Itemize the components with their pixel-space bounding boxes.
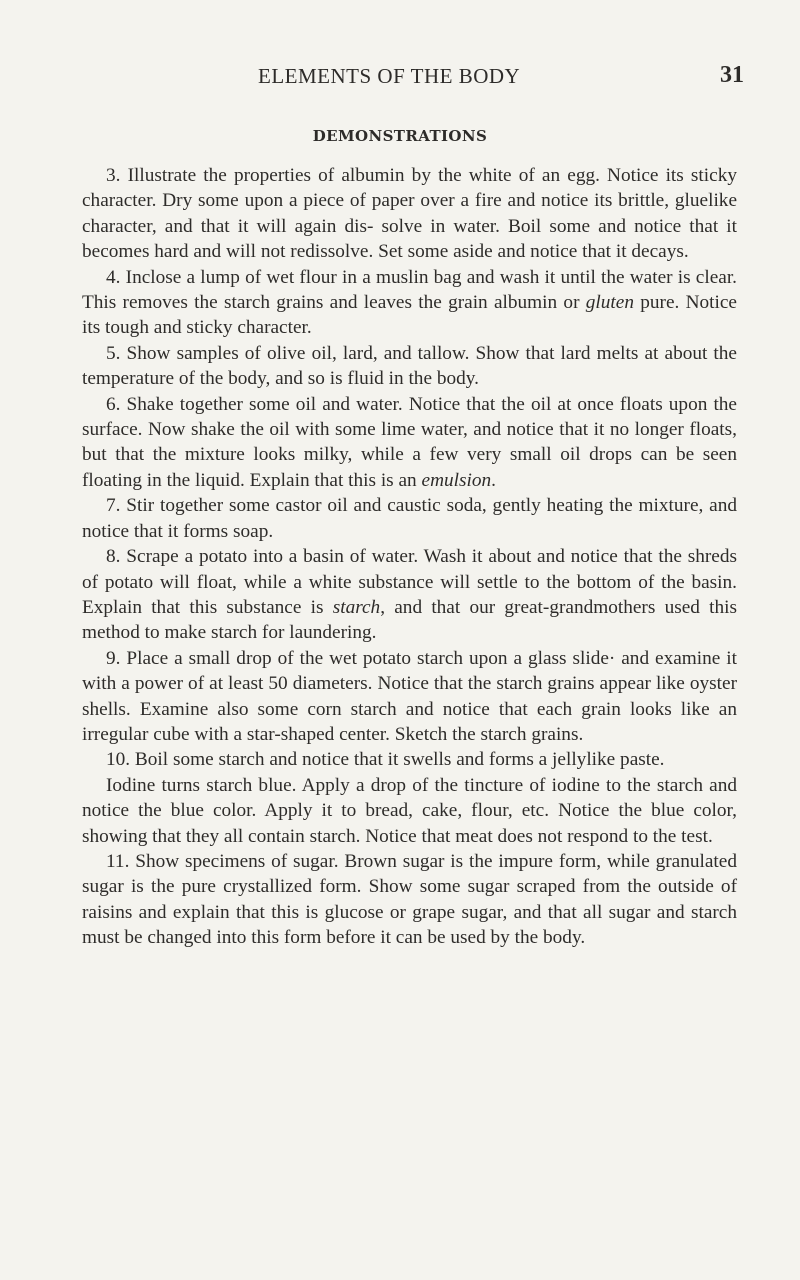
paragraph-7: 7. Stir together some castor oil and caustic soda, gently heating the mixture, and notice that it forms soap. [82,495,737,542]
paragraph-iodine: Iodine turns starch blue. Apply a drop of the tincture of iodine to the starch and notice the blue color. Apply it to bread, cake, flour, etc. Notice the blue color, showing that they all contain starch. Notice that meat does not respond to the test. [82,774,737,847]
term-starch: starch [332,596,381,618]
paragraph-10: 10. Boil some starch and notice that it swells and forms a jellylike paste. [106,749,665,771]
term-emulsion: emulsion [421,469,492,491]
running-head: ELEMENTS OF THE BODY [258,64,521,88]
section-title: DEMONSTRATIONS [312,127,488,145]
page-header [0,64,800,104]
paragraph-9: 9. Place a small drop of the wet potato starch upon a glass slide· and examine it with a power of at least 50 diameters. Notice that the starch grains appear like oyster shells. Examine also some corn starch and notice that each grain looks like an irregular cube with a star-shaped center. Sketch the starch grains. [82,647,737,745]
paragraph-6: 6. Shake together some oil and water. Notice that the oil at once floats upon the surface. Now shake the oil with some lime water, and notice that it no longer floats, but that the mixture looks milky, while a few very small oil drops can be seen floating in the liquid. Explain that this is an emulsion. [82,393,737,491]
paragraph-4: 4. Inclose a lump of wet flour in a muslin bag and wash it until the water is clear. This removes the starch grains and leaves the grain albumin or gluten pure. Notice its tough and sticky character. [82,266,737,339]
paragraph-5: 5. Show samples of olive oil, lard, and tallow. Show that lard melts at about the temperature of the body, and so is fluid in the body. [82,342,737,390]
body-text [82,163,737,951]
paragraph-11: 11. Show specimens of sugar. Brown sugar is the impure form, while granulated sugar is the pure crystallized form. Show some sugar scraped from the outside of raisins and explain that this is glucose or grape sugar, and that all sugar and starch must be changed into this form before it can be used by the body. [82,850,737,949]
paragraph-3: 3. Illustrate the properties of albumin by the white of an egg. Notice its sticky character. Dry some upon a piece of paper over a fire and notice its brittle, gluelike character, and that it will again dis- solve in water. Boil some and notice that it becomes hard and will not redissolve. Set some aside and notice that it decays. [82,165,737,263]
term-gluten: gluten [585,292,634,314]
paragraph-8: 8. Scrape a potato into a basin of water. Wash it about and notice that the shreds of potato will float, while a white substance will settle to the bottom of the basin. Explain that this substance is starch, and that our great-grandmothers used this method to make starch for laundering. [82,546,738,644]
page-number: 31 [720,62,744,88]
